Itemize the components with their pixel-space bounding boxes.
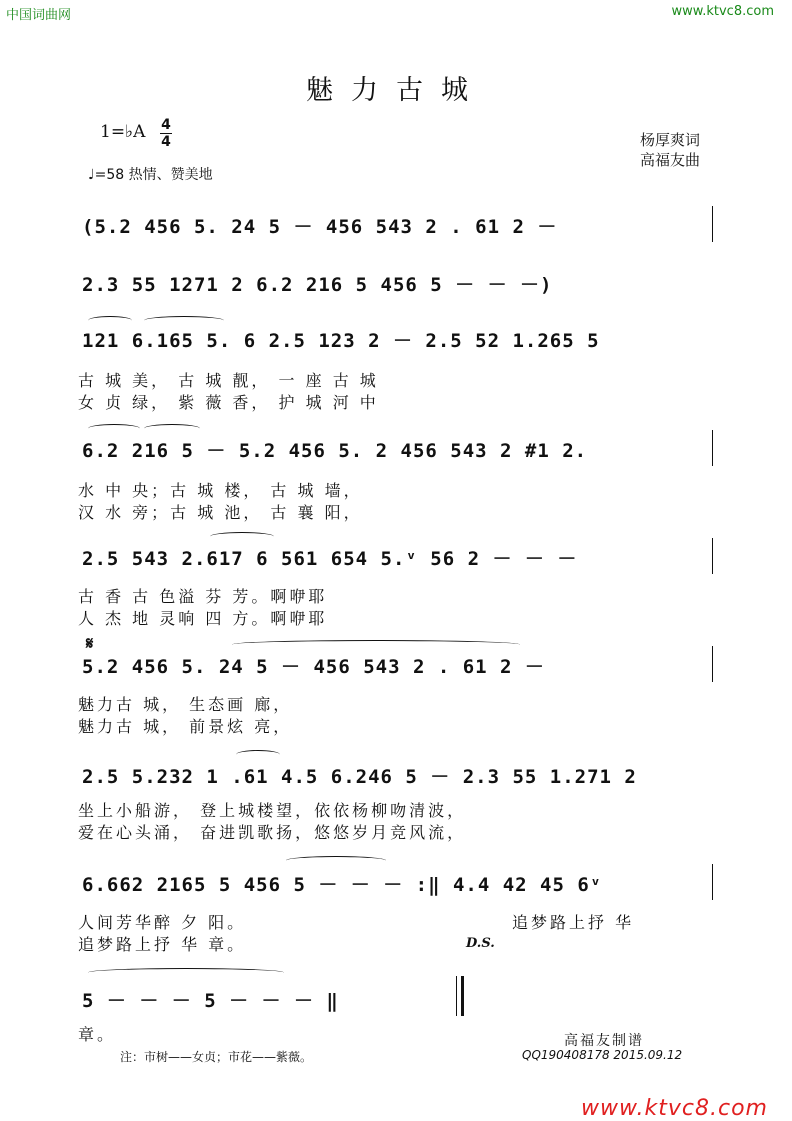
slur — [210, 532, 274, 541]
time-numerator: 4 — [161, 117, 171, 133]
lyric-line: 坐上小船游， 登上城楼望，依依杨柳吻清波， — [78, 801, 467, 820]
lyric-line-extra: 追梦路上抒 华 — [512, 913, 635, 932]
lyric-line: 章。 — [78, 1025, 117, 1044]
barline — [712, 864, 713, 900]
notation-row-2: 2.3 55 1271 2 6.2 216 5 456 5 － － －) — [82, 274, 553, 296]
lyricist: 杨厚爽词 — [639, 131, 700, 149]
notation-row-9: 5 － － － 5 － － － ‖ — [82, 990, 339, 1012]
lyric-line: 人 杰 地 灵响 四 方。啊咿耶 — [78, 609, 328, 628]
slur — [286, 856, 386, 865]
tempo-marking: ♩=58 热情、赞美地 — [88, 167, 213, 183]
lyric-line: 魅力古 城， 生态画 廊， — [78, 695, 293, 714]
slur — [88, 968, 284, 977]
song-title: 魅力古城 — [306, 75, 486, 106]
notation-row-8: 6.662 2165 5 456 5 － － － :‖ 4.4 42 45 6ᵛ — [82, 874, 603, 896]
key-signature: 1=♭A — [100, 122, 146, 142]
lyric-line: 人间芳华醉 夕 阳。 — [78, 913, 247, 932]
lyric-line: 爱在心头涌， 奋进凯歌扬，悠悠岁月竞风流， — [78, 823, 467, 842]
slur — [144, 316, 224, 325]
notation-row-4: 6.2 216 5 － 5.2 456 5. 2 456 543 2 #1 2. — [82, 440, 588, 462]
barline — [712, 538, 713, 574]
lyric-line: 魅力古 城， 前景炫 亮， — [78, 717, 293, 736]
score-maker: 高福友制谱 — [564, 1033, 644, 1049]
lyric-line: 水 中 央；古 城 楼， 古 城 墙， — [78, 481, 363, 500]
site-url-right: www.ktvc8.com — [671, 4, 774, 19]
barline — [712, 430, 713, 466]
lyric-line: 汉 水 旁；古 城 池， 古 襄 阳， — [78, 503, 363, 522]
notation-row-6: 5.2 456 5. 24 5 － 456 543 2 . 61 2 － — [82, 656, 545, 678]
notation-row-5: 2.5 543 2.617 6 561 654 5.ᵛ 56 2 － － － — [82, 548, 578, 570]
contact-date: QQ190408178 2015.09.12 — [522, 1048, 683, 1062]
lyric-line: 追梦路上抒 华 章。 — [78, 935, 247, 954]
time-denominator: 4 — [161, 134, 171, 150]
dal-segno-mark: D.S. — [466, 936, 495, 951]
final-barline — [456, 976, 457, 1016]
barline — [712, 646, 713, 682]
site-name-left: 中国词曲网 — [6, 8, 72, 23]
slur — [144, 424, 200, 433]
lyric-line: 古 城 美， 古 城 靓， 一 座 古 城 — [78, 371, 379, 390]
watermark-logo: www.ktvc8.com — [580, 1096, 768, 1121]
slur — [232, 640, 520, 649]
notation-row-7: 2.5 5.232 1 .61 4.5 6.246 5 － 2.3 55 1.271 2 — [82, 766, 637, 788]
final-barline-thick — [461, 976, 464, 1016]
slur — [236, 750, 280, 759]
notation-row-1: (5.2 456 5. 24 5 － 456 543 2 . 61 2 － — [82, 216, 558, 238]
barline — [712, 206, 713, 242]
composer: 高福友曲 — [639, 151, 700, 169]
time-signature — [160, 118, 172, 149]
slur — [88, 424, 140, 433]
footnote: 注：市树——女贞；市花——紫薇。 — [120, 1050, 313, 1064]
credits — [640, 130, 700, 170]
lyric-line: 古 香 古 色溢 芬 芳。啊咿耶 — [78, 587, 328, 606]
segno-icon: 𝄋 — [86, 634, 94, 654]
lyric-line: 女 贞 绿， 紫 薇 香， 护 城 河 中 — [78, 393, 379, 412]
notation-row-3: 121 6.165 5. 6 2.5 123 2 － 2.5 52 1.265 5 — [82, 330, 600, 352]
slur — [88, 316, 132, 325]
